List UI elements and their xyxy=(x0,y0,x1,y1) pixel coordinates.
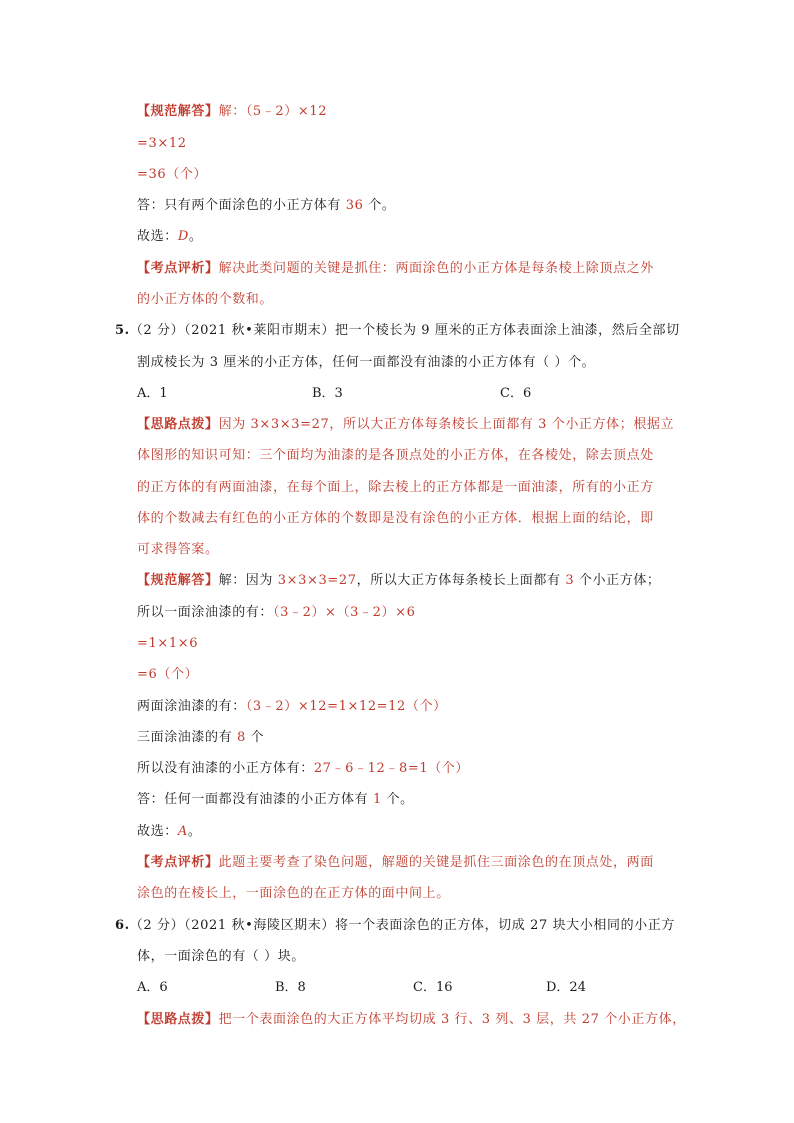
question-5: 5.（2 分）（2021 秋•莱阳市期末）把一个棱长为 9 厘米的正方体表面涂上油漆，然后全部切 xyxy=(115,323,680,338)
calc-line: 所以一面涂油漆的有：（3﹣2）×（3﹣2）×6 xyxy=(137,605,416,620)
hint-line: 体图形的知识可知：三个面均为油漆的是各顶点处的小正方体，在各棱处，除去顶点处 xyxy=(137,448,654,463)
analysis-line: 【考点评析】此题主要考查了染色问题，解题的关键是抓住三面涂色的在顶点处，两面 xyxy=(137,855,654,870)
standard-answer-tag: 【规范解答】 xyxy=(137,104,219,119)
hint-tag: 【思路点拨】 xyxy=(137,1012,219,1027)
hint-line: 的正方体的有两面油漆，在每个面上，除去棱上的正方体都是一面油漆，所有的小正方 xyxy=(137,480,654,495)
analysis-line: 的小正方体的个数和。 xyxy=(137,292,274,307)
choice-line: 故选：D。 xyxy=(137,229,203,244)
answer-line: 答：只有两个面涂色的小正方体有 36 个。 xyxy=(137,198,396,213)
analysis-line: 【考点评析】解决此类问题的关键是抓住：两面涂色的小正方体是每条棱上除顶点之外 xyxy=(137,261,654,276)
hint-line: 【思路点拨】把一个表面涂色的大正方体平均切成 3 行、3 列、3 层，共 27 个小正方体， xyxy=(137,1012,686,1027)
analysis-tag: 【考点评析】 xyxy=(137,855,219,870)
answer-line: 答：任何一面都没有油漆的小正方体有 1 个。 xyxy=(137,792,414,807)
hint-line: 可求得答案。 xyxy=(137,542,219,557)
question-text: 割成棱长为 3 厘米的小正方体，任何一面都没有油漆的小正方体有（ ）个。 xyxy=(137,355,596,370)
question-number: 6. xyxy=(115,918,130,933)
option-a: A．6 xyxy=(137,980,168,995)
calc-line: 两面涂油漆的有：（3﹣2）×12=1×12=12（个） xyxy=(137,699,447,714)
option-c: C．6 xyxy=(500,386,532,401)
question-6: 6.（2 分）（2021 秋•海陵区期末）将一个表面涂色的正方体，切成 27 块大小相同的小正方 xyxy=(115,918,675,933)
calc-line: =6（个） xyxy=(137,667,199,682)
hint-line: 体的个数减去有红色的小正方体的个数即是没有涂色的小正方体．根据上面的结论，即 xyxy=(137,511,654,526)
question-text: 体，一面涂色的有（ ）块。 xyxy=(137,949,305,964)
analysis-tag: 【考点评析】 xyxy=(137,261,219,276)
hint-line: 【思路点拨】因为 3×3×3=27，所以大正方体每条棱长上面都有 3 个小正方体；根据立 xyxy=(137,417,675,432)
calc-line: =36（个） xyxy=(137,167,208,182)
question-number: 5. xyxy=(115,323,130,338)
option-b: B．8 xyxy=(275,980,306,995)
option-a: A．1 xyxy=(137,386,168,401)
calc-line: 三面涂油漆的有 8 个 xyxy=(137,730,265,745)
option-c: C．16 xyxy=(413,980,453,995)
option-b: B．3 xyxy=(312,386,343,401)
calc-line: =1×1×6 xyxy=(137,636,199,651)
calc-line: 所以没有油漆的小正方体有：27﹣6﹣12﹣8=1（个） xyxy=(137,761,470,776)
option-d: D．24 xyxy=(546,980,586,995)
choice-line: 故选：A。 xyxy=(137,824,202,839)
analysis-line: 涂色的在棱长上，一面涂色的在正方体的面中间上。 xyxy=(137,886,450,901)
standard-answer-line: 【规范解答】解：因为 3×3×3=27，所以大正方体每条棱长上面都有 3 个小正方体； xyxy=(137,573,661,588)
standard-answer-line: 【规范解答】解：（5﹣2）×12 xyxy=(137,104,328,119)
calc-line: =3×12 xyxy=(137,136,187,151)
standard-answer-tag: 【规范解答】 xyxy=(137,573,219,588)
hint-tag: 【思路点拨】 xyxy=(137,417,219,432)
